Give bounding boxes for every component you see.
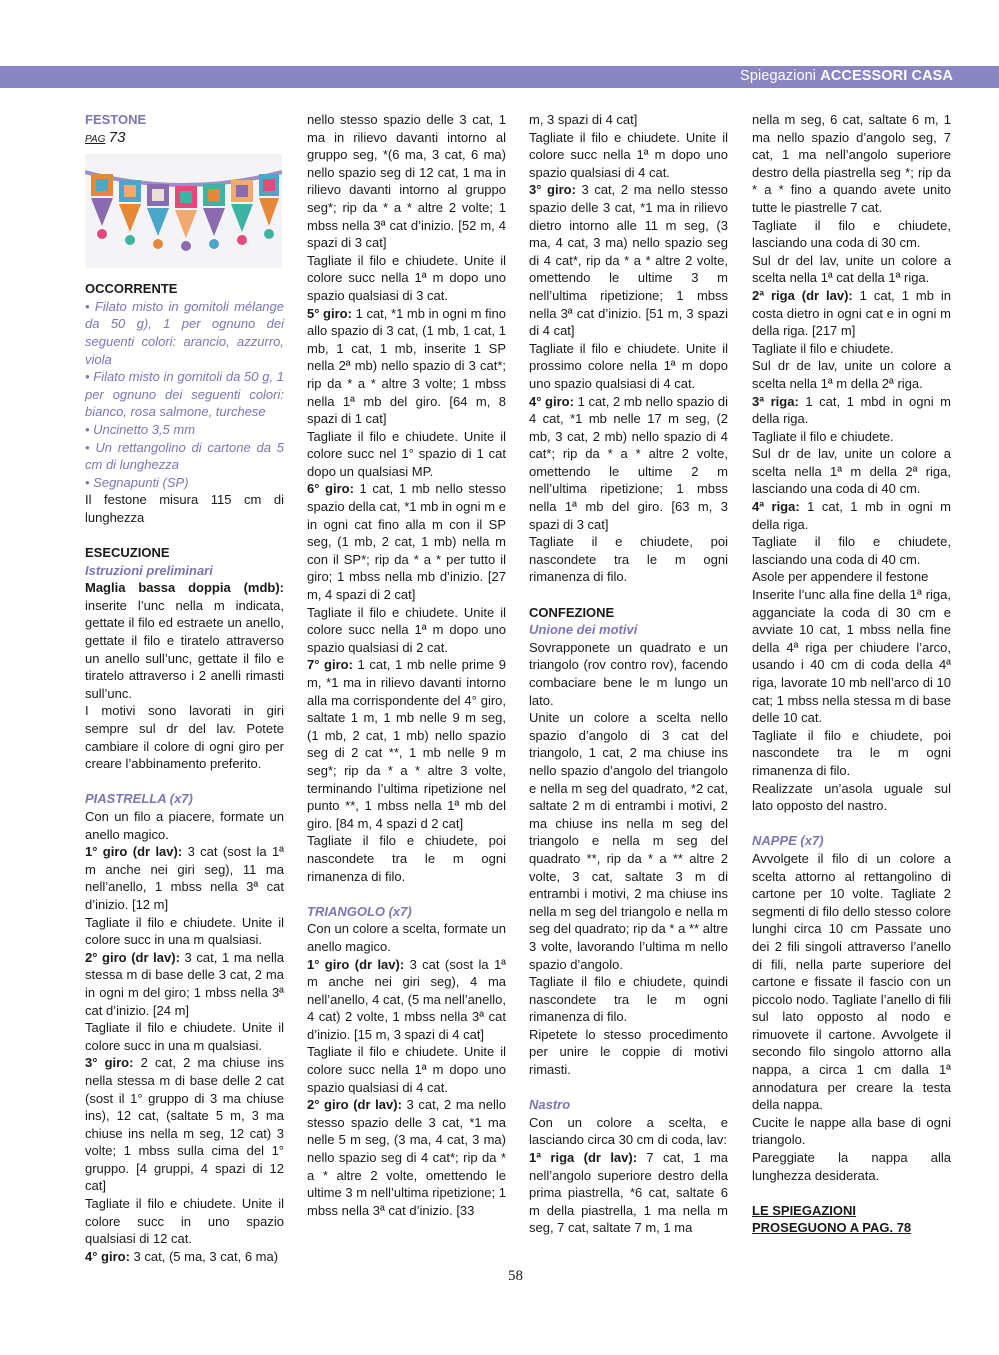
- material-3: • Uncinetto 3,5 mm: [85, 421, 196, 437]
- mdb-text: inserite l’unc nella m indicata, gettate il filo ed estraete un anello, gettate il filo e tiratelo attraverso un anello sull’unc, gettate il filo e tiratelo attraverso i 2 anelli rimasti sull’unc.: [85, 597, 284, 701]
- riga-4: [752, 498, 951, 533]
- giro-7-text: 1 cat, 1 mb nelle prime 9 m, *1 ma in rilievo davanti intorno alla ma corrispondente del 4° giro, saltate 1 m, 1 mb nelle 9 m seg, (1 mb, 2 cat, 1 mb) nello spazio seg di 2 cat **, 1 mb nelle 9 m seg*; rip da * a * altre 3 volte, terminando l’ultima ripetizione nel punto **, 1 mbss nella 1ª mb del giro. [84 m, 4 spazi d 2 cat]: [307, 657, 506, 831]
- riga-3-text: 1 cat, 1 mbd in ogni m della riga.: [752, 393, 951, 427]
- mdb-paragraph: [85, 579, 284, 702]
- pag-label: PAG: [85, 133, 106, 145]
- continued-link-1[interactable]: LE SPIEGAZIONI: [752, 1202, 857, 1218]
- tri-giro-1: [307, 956, 506, 1044]
- tri-giro-2-label: 2° giro (dr lav):: [307, 1097, 402, 1113]
- nastro-p8: Tagliate il filo e chiudete, lasciando una coda di 40 cm.: [752, 534, 951, 567]
- tagliate-7: Tagliate il filo e chiudete, poi nascondete tra le m ogni rimanenza di filo.: [307, 833, 506, 884]
- tri-giro-4-label: 4° giro:: [529, 393, 574, 409]
- giro-1: [85, 843, 284, 913]
- garland-illustration: [85, 154, 282, 268]
- tri-tagliate-2: Tagliate il filo e chiudete. Unite il colore succ nella 1ª m dopo uno spazio qualsiasi di 4 cat.: [529, 129, 728, 180]
- riga-3-label: 3ª riga:: [752, 393, 799, 409]
- giro-4: [85, 1248, 284, 1266]
- piastrella-heading: PIASTRELLA (x7): [85, 791, 193, 807]
- tagliate-1: Tagliate il filo e chiudete. Unite il colore succ in una m qualsiasi.: [85, 914, 284, 948]
- giro-4-text: 3 cat, (5 ma, 3 cat, 6 ma): [129, 1248, 279, 1264]
- tri-giro-1-text: 3 cat (sost la 1ª m anche nei giri seg), 4 ma nell’anello, 4 cat, (5 ma nell’anello, 4 cat) 2 volte, 1 mbss nella 3ª cat d’inizio. [15 m, 3 spazi di 4 cat]: [307, 956, 506, 1042]
- tagliate-5: Tagliate il filo e chiudete. Unite il colore succ nel 1° spazio di 1 cat dopo un qualsiasi MP.: [307, 428, 506, 479]
- giro-2-label: 2° giro (dr lav):: [85, 949, 180, 965]
- riga-1-label: 1ª riga (dr lav):: [529, 1150, 638, 1166]
- giro-2-text: 3 cat, 1 ma nella stessa m di base delle 3 cat, 2 ma in ogni m del giro; 1 mbss nella 3ª cat d’inizio. [24 m]: [85, 949, 284, 1018]
- material-1: • Filato misto in gomitoli mélange da 50 g), 1 per ognuno dei seguenti colori: arancio, azzurro, viola: [85, 298, 284, 367]
- tagliate-2: Tagliate il filo e chiudete. Unite il colore succ in una m qualsiasi.: [85, 1020, 284, 1053]
- prelim-heading: Istruzioni preliminari: [85, 562, 213, 578]
- unione-heading: Unione dei motivi: [529, 622, 638, 638]
- project-title: FESTONE: [85, 112, 147, 127]
- tri-giro-3: [529, 181, 728, 339]
- tri-tagliate-1: Tagliate il filo e chiudete. Unite il colore succ nella 1ª m dopo uno spazio qualsiasi di 4 cat.: [307, 1044, 506, 1095]
- tagliate-6: Tagliate il filo e chiudete. Unite il colore succ nella 1ª m dopo uno spazio qualsiasi di 2 cat.: [307, 604, 506, 655]
- material-4: • Un rettangolino di cartone da 5 cm di lunghezza: [85, 439, 284, 473]
- column-4: [752, 111, 951, 1237]
- giro-5: [307, 305, 506, 428]
- unione-p4: Ripetete lo stesso procedimento per unire le coppie di motivi rimasti.: [529, 1026, 728, 1078]
- giro-7-label: 7° giro:: [307, 657, 353, 673]
- nastro-heading: Nastro: [529, 1097, 571, 1113]
- riga-1: [529, 1149, 728, 1237]
- giro-3: [85, 1054, 284, 1195]
- nastro-p6: Tagliate il filo e chiudete.: [752, 428, 894, 444]
- nastro-p4: Tagliate il filo e chiudete.: [752, 340, 894, 356]
- riga-3: [752, 393, 951, 428]
- piastrella-intro: Con un filo a piacere, formate un anello magico.: [85, 809, 284, 842]
- tri-giro-4-text: 1 cat, 2 mb nello spazio di 4 cat, *1 mb nelle 17 m seg, (2 mb, 3 cat, 2 mb) nello spazio di 4 cat*; rip da * a * altre 2 volte, omettendo le ultime 2 m nell’ultima ripetizione; 1 mbss nella 1ª mb del giro. [63 m, 3 spazi di 3 cat]: [529, 393, 728, 532]
- nappe-p1: Avvolgete il filo di un colore a scelta attorno al rettangolino di cartone per 10 volte. Tagliate 2 segmenti di filo dello stesso colore lunghi circa 10 cm Passate uno dei 2 fili singoli attraverso l’anello di fili, nella parte superiore del cartone e fissate il fascio con un piccolo nodo. Tagliate l’anello di fili sul lato opposto al nodo e rimuovete il cartone. Avvolgete il secondo filo singolo attorno alla nappa, a circa 1 cm dalla 1ª annodatura per creare la testa della nappa.: [752, 850, 951, 1113]
- riga-1-text: 7 cat, 1 ma nell’angolo superiore destro della prima piastrella, *6 cat, saltate 6 m della piastrella, 1 ma nella m seg, 7 cat, saltate 7 m, 1 ma: [529, 1150, 729, 1236]
- tri-giro-1-label: 1° giro (dr lav):: [307, 956, 405, 972]
- page-reference: [85, 129, 284, 148]
- tri-giro-3-label: 3° giro:: [529, 182, 576, 198]
- triangolo-heading: TRIANGOLO (x7): [307, 903, 412, 919]
- tagliate-4: Tagliate il filo e chiudete. Unite il colore succ nella 1ª m dopo uno spazio qualsiasi di 3 cat.: [307, 252, 506, 303]
- giro-7: [307, 656, 506, 832]
- material-2: • Filato misto in gomitoli da 50 g, 1 per ognuno dei seguenti colori: bianco, rosa salmone, turchese: [85, 369, 284, 420]
- asole-p1: Inserite l’unc alla fine della 1ª riga, agganciate la coda di 30 cm e avviate 10 cat, 1 mbss nella fine della 4ª riga per chiudere l’arco, usando i 40 cm di coda della 4ª riga, lavorate 10 mb nell’arco di 10 cat; 1 mbss nella stessa m di base delle 10 cat.: [752, 587, 951, 726]
- tri-giro-2-cont: m, 3 spazi di 4 cat]: [529, 112, 638, 127]
- tri-tagliate-4: Tagliate il e chiudete, poi nascondete tra le m ogni rimanenza di filo.: [529, 534, 728, 585]
- giro-6: [307, 480, 506, 603]
- giro-6-text: 1 cat, 1 mb nello stesso spazio della cat, *1 mb in ogni m e in ogni cat fino alla m con il SP seg, (1 mb, 2 cat, 1 mb) nella m con il SP*; rip da * a * per tutto il giro; 1 mbss nella mb d’inizio. [27 m, 4 spazi di 2 cat]: [307, 481, 506, 603]
- nappe-p3: Pareggiate la nappa alla lunghezza desiderata.: [752, 1150, 951, 1183]
- tri-tagliate-3: Tagliate il filo e chiudete. Unite il prossimo colore nella 1ª m dopo uno spazio qualsiasi di 4 cat.: [529, 340, 728, 391]
- giro-4-label: 4° giro:: [85, 1248, 130, 1264]
- pag-number: 73: [108, 128, 126, 146]
- asole-p2: Tagliate il filo e chiudete, poi nascondete tra le m ogni rimanenza di filo.: [752, 727, 951, 778]
- column-3: [529, 111, 728, 1237]
- header-category: ACCESSORI CASA: [820, 68, 953, 84]
- header-section: Spiegazioni: [740, 68, 817, 84]
- header-band: [0, 66, 999, 88]
- giro-2: [85, 949, 284, 1019]
- giro-6-label: 6° giro:: [307, 481, 354, 497]
- material-5: • Segnapunti (SP): [85, 474, 189, 490]
- giro-4-cont: nello stesso spazio delle 3 cat, 1 ma in rilievo davanti intorno al gruppo seg, *(6 ma, 3 cat, 6 ma) nello spazio seg di 12 cat, 1 ma in rilievo davanti intorno al gruppo seg*; rip da * a * altre 2 volte; 1 mbss nella 3ª cat d’inizio. [52 m, 4 spazi di 3 cat]: [307, 112, 506, 251]
- nastro-intro: Con un colore a scelta, e lasciando circa 30 cm di coda, lav:: [529, 1114, 728, 1148]
- confezione-heading: CONFEZIONE: [529, 604, 615, 620]
- tagliate-3: Tagliate il filo e chiudete. Unite il colore succ in uno spazio qualsiasi di 12 cat.: [85, 1196, 284, 1247]
- size-note: Il festone misura 115 cm di lunghezza: [85, 492, 284, 525]
- header-title: [740, 68, 953, 84]
- triangolo-intro: Con un colore a scelta, formate un anello magico.: [307, 921, 506, 954]
- tri-giro-3-text: 3 cat, 2 ma nello stesso spazio delle 3 cat, *1 ma in rilievo dietro intorno alle 11 m seg, (3 ma, 4 cat, 3 ma) nello spazio seg di 4 cat*, rip da * a * altre 2 volte, omettendo le ultime 3 m nell’ultima ripetizione; 1 mbss nella 3ª cat d’inizio. [51 m, 3 spazi di 4 cat]: [529, 182, 728, 339]
- unione-p3: Tagliate il filo e chiudete, quindi nascondete tra le m ogni rimanenza di filo.: [529, 974, 728, 1025]
- riga-4-text: 1 cat, 1 mb in ogni m della riga.: [752, 499, 951, 532]
- asole-p3: Realizzate un’asola uguale sul lato opposto del nastro.: [752, 780, 951, 814]
- occorrente-heading: OCCORRENTE: [85, 281, 178, 297]
- riga-2-text: 1 cat, 1 mb in costa dietro in ogni cat e in ogni m della riga. [217 m]: [752, 287, 952, 339]
- giro-1-label: 1° giro (dr lav):: [85, 844, 183, 860]
- mdb-term: Maglia bassa doppia (mdb):: [85, 580, 284, 596]
- giro-5-text: 1 cat, *1 mb in ogni m fino allo spazio di 3 cat, (1 mb, 1 cat, 1 mb, 1 cat, 1 mb, inserite 1 SP nella 2ª mb) nello spazio di 3 cat*; rip da * a * altre 3 volte; 1 mbss nella 1ª mb del giro. [64 m, 8 spazi di 1 cat]: [307, 305, 506, 427]
- nastro-p2: Tagliate il filo e chiudete, lasciando una coda di 30 cm.: [752, 217, 951, 251]
- giro-5-label: 5° giro:: [307, 305, 352, 321]
- page-number: 58: [508, 1268, 523, 1284]
- column-2: [307, 111, 506, 1219]
- motivi-paragraph: I motivi sono lavorati in giri sempre sul dr del lav. Potete cambiare il colore di ogni giro per creare l’abbinamento preferito.: [85, 703, 284, 772]
- unione-p1: Sovrapponete un quadrato e un triangolo (rov contro rov), facendo combaciare bene le m lungo un lato.: [529, 639, 728, 708]
- riga-2: [752, 287, 951, 340]
- giro-1-text: 3 cat (sost la 1ª m anche nei giri seg), 11 ma nell’anello, 1 mbss nella 3ª cat d’inizio. [12 m]: [85, 844, 284, 912]
- riga-2-label: 2ª riga (dr lav):: [752, 287, 853, 303]
- tri-giro-4: [529, 393, 728, 534]
- tri-giro-2: [307, 1096, 506, 1219]
- unione-p2: Unite un colore a scelta nello spazio d’angolo di 3 cat del triangolo, 1 cat, 2 ma chiuse ins nello spazio d’angolo del triangolo e nella m seg del quadrato, *2 cat, saltate 2 m di entrambi i motivi, 2 ma chiuse ins nella m seg del triangolo e nella m seg del quadrato **, rip da * a ** altre 2 volte, 3 cat, saltate 3 m di entrambi i motivi, 2 ma chiuse ins nella m seg del triangolo e nella m seg del quadrato; rip da * a ** altre 3 volte, lavorando l’ultima m nello spazio d’angolo.: [529, 710, 728, 972]
- continued-link-2[interactable]: PROSEGUONO A PAG. 78: [752, 1220, 912, 1236]
- nastro-p3: Sul dr del lav, unite un colore a scelta nella 1ª cat della 1ª riga.: [752, 252, 951, 286]
- giro-3-text: 2 cat, 2 ma chiuse ins nella stessa m di base delle 2 cat (sost il 1° gruppo di 3 ma chiuse ins), 12 cat, (saltate 5 m, 3 ma chiuse ins nella m seg, 12 cat) 3 volte; 1 mbss sulla cima del 1° gruppo. [4 gruppi, 4 spazi di 12 cat]: [85, 1055, 284, 1194]
- nastro-p5: Sul dr de lav, unite un colore a scelta nella 1ª m della 2ª riga.: [752, 358, 951, 391]
- nastro-p7: Sul dr de lav, unite un colore a scelta nella 1ª m della 2ª riga, lasciando una coda di 40 cm.: [752, 446, 951, 497]
- tri-giro-2-text: 3 cat, 2 ma nello stesso spazio delle 3 cat, *1 ma nelle 5 m seg, (3 ma, 4 cat, 3 ma) nello spazio seg di 4 cat*; rip da * a * altre 2 volte, omettendo le ultime 3 m nell’ultima ripetizione; 1 mbss nella 3ª cat d’inizio. [33: [307, 1097, 506, 1218]
- nappe-heading: NAPPE (x7): [752, 833, 824, 849]
- asole-heading: Asole per appendere il festone: [752, 569, 929, 585]
- column-1: [85, 111, 284, 1265]
- riga-1-cont: nella m seg, 6 cat, saltate 6 m, 1 ma nello spazio d’angolo seg, 7 cat, 1 ma nell’angolo superiore destro della piastrella seg *; rip da * a * fino a quando avete unito tutte le piastrelle 7 cat.: [752, 112, 951, 215]
- esecuzione-heading: ESECUZIONE: [85, 545, 170, 561]
- giro-3-label: 3° giro:: [85, 1055, 134, 1071]
- nappe-p2: Cucite le nappe alla base di ogni triangolo.: [752, 1114, 951, 1148]
- riga-4-label: 4ª riga:: [752, 499, 800, 515]
